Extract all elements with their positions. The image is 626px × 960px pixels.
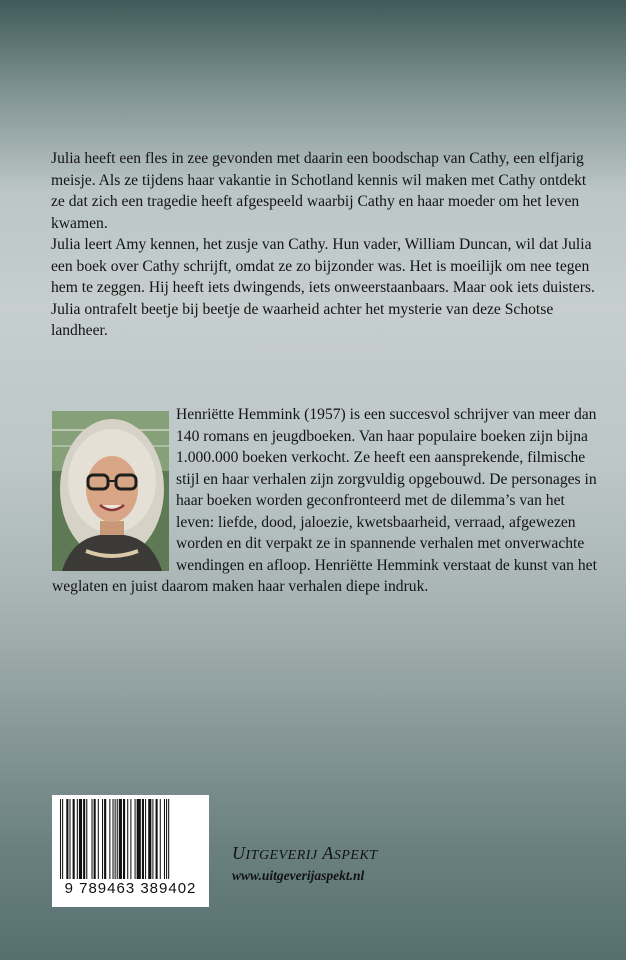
publisher-word-1: ITGEVERIJ xyxy=(245,848,318,863)
barcode-bars xyxy=(58,799,203,879)
author-bio-text: Henriëtte Hemmink (1957) is een succesvol schrijver van meer dan 140 romans en jeugdboeken. Van haar populaire boeken zijn bijna 1.000.000 boeken verkocht. Ze heeft een aansprekende, filmische stijl en haar verhalen zijn zorgvuldig opgebouwd. De personages in haar boeken worden geconfronteerd met de dilemma’s van het leven: liefde, dood, jaloezie, kwetsbaarheid, verraad, afgewezen worden en dit verpakt ze in spannende verhalen met onverwachte wendingen en afloop. Henriëtte Hemmink verstaat de kunst van het weglaten en juist daarom maken haar verhalen diepe indruk. xyxy=(52,406,597,595)
back-cover-blurb xyxy=(51,148,596,342)
blurb-paragraph-1: Julia heeft een fles in zee gevonden met daarin een boodschap van Cathy, een elfjarig meisje. Als ze tijdens haar vakantie in Schotland kennis wil maken met Cathy ontdekt ze dat zich een tragedie heeft afgespeeld waarbij Cathy en haar moeder om het leven kwamen. xyxy=(51,150,587,232)
author-portrait-image xyxy=(52,411,169,571)
publisher-initial-2: A xyxy=(322,843,334,863)
author-photo xyxy=(52,411,169,571)
isbn-barcode xyxy=(52,795,209,907)
isbn-number: 9 789463 389402 xyxy=(64,880,197,897)
publisher-website: www.uitgeverijaspekt.nl xyxy=(232,868,365,883)
blurb-paragraph-2: Julia leert Amy kennen, het zusje van Cathy. Hun vader, William Duncan, wil dat Julia een boek over Cathy schrijft, omdat ze zo bijzonder was. Het is moeilijk om nee tegen hem te zeggen. Hij heeft iets dwingends, iets onweerstaanbaars. Maar ook iets duisters. Julia ontrafelt beetje bij beetje de waarheid achter het mysterie van deze Schotse landheer. xyxy=(51,236,595,339)
publisher-word-2: SPEKT xyxy=(333,848,378,863)
publisher-name xyxy=(232,843,432,864)
publisher-initial-1: U xyxy=(232,843,246,863)
